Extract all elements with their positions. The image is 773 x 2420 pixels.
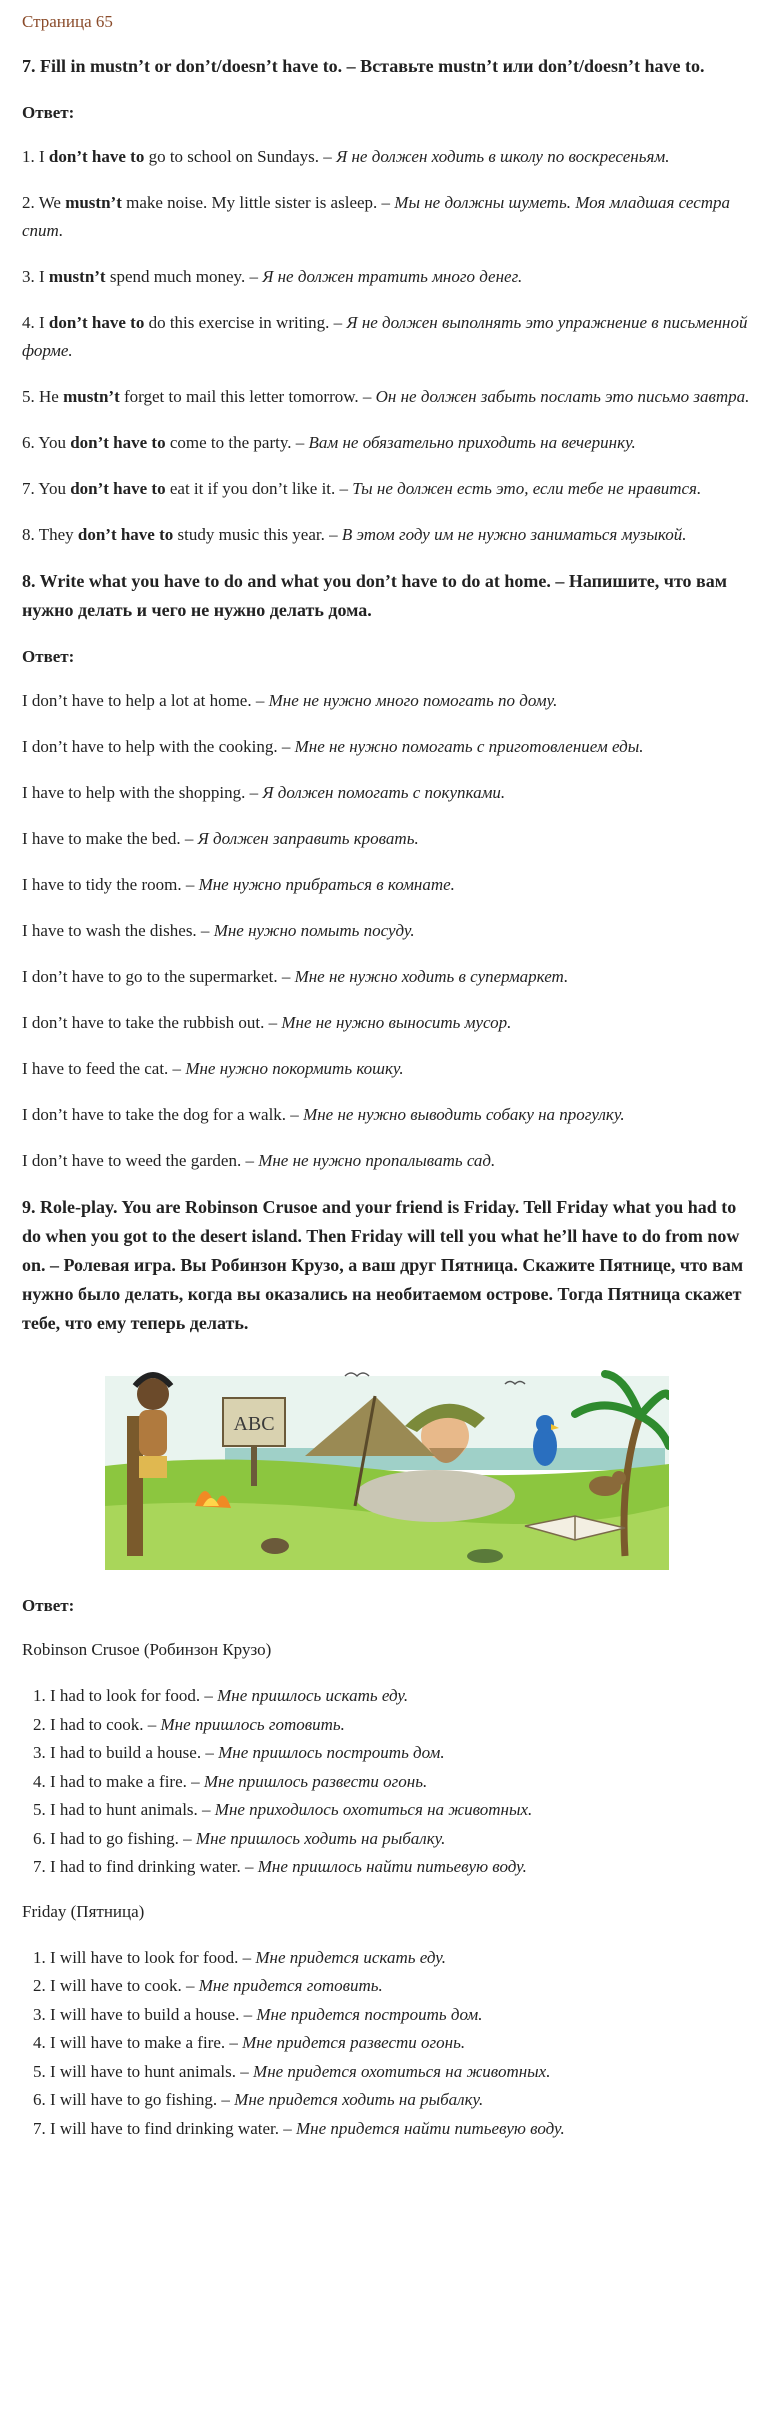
item-translation: Я не должен тратить много денег. (262, 267, 523, 286)
answer-item (22, 429, 751, 457)
item-rest: study music this year. – (173, 525, 342, 544)
list-item-translation: Мне пришлось построить дом. (218, 1743, 445, 1762)
item-prefix: 8. They (22, 525, 78, 544)
illustration-container (22, 1356, 751, 1570)
list-item (50, 1768, 751, 1797)
item-rest: spend much money. – (105, 267, 263, 286)
answer-item (22, 189, 751, 245)
friday-subheading: Friday (Пятница) (22, 1901, 145, 1921)
line-english: I don’t have to go to the supermarket. – (22, 967, 295, 986)
exercise-7-answers (22, 143, 751, 549)
item-answer-bold: mustn’t (48, 267, 106, 286)
list-item (50, 1825, 751, 1854)
item-answer-bold: don’t have to (48, 147, 145, 166)
item-answer-bold: don’t have to (70, 433, 166, 452)
item-answer-bold: mustn’t (63, 387, 120, 406)
item-rest: make noise. My little sister is asleep. – (121, 193, 395, 212)
line-translation: Мне не нужно помогать с приготовлением еды. (294, 737, 644, 756)
list-item-english: I will have to go fishing. – (50, 2090, 235, 2109)
item-prefix: 4. I (22, 313, 49, 332)
line-english: I don’t have to take the rubbish out. – (22, 1013, 282, 1032)
robinson-subheading: Robinson Crusoe (Робинзон Крузо) (22, 1640, 272, 1659)
item-rest: go to school on Sundays. – (144, 147, 337, 166)
list-item-english: I will have to cook. – (50, 1976, 199, 1995)
line-english: I don’t have to weed the garden. – (22, 1151, 259, 1170)
item-rest: come to the party. – (165, 433, 309, 452)
answer-item (22, 383, 751, 411)
item-prefix: 2. We (22, 193, 66, 212)
line-translation: Мне не нужно выводить собаку на прогулку. (303, 1105, 625, 1124)
line-translation: Мне не нужно ходить в супермаркет. (294, 967, 569, 986)
list-item-english: I had to build a house. – (50, 1743, 219, 1762)
item-translation: В этом году им не нужно заниматься музыкой. (341, 525, 687, 544)
answer-line (22, 687, 751, 715)
list-item-english: I had to hunt animals. – (50, 1800, 215, 1819)
list-item-english: I had to look for food. – (50, 1686, 218, 1705)
line-english: I have to make the bed. – (22, 829, 198, 848)
list-item-english: I will have to make a fire. – (50, 2033, 243, 2052)
list-item-english: I had to find drinking water. – (50, 1857, 258, 1876)
item-prefix: 3. I (22, 267, 49, 286)
item-translation: Мы не должны шуметь. Моя младшая сестра спит. (22, 193, 731, 240)
answer-item (22, 263, 751, 291)
list-item (50, 1944, 751, 1973)
page (0, 8, 773, 2143)
list-item-translation: Мне придется найти питьевую воду. (295, 2118, 565, 2138)
item-answer-bold: don’t have to (77, 525, 174, 544)
page-number-label: Страница 65 (22, 12, 113, 31)
answer-item (22, 143, 751, 171)
item-translation: Он не должен забыть послать это письмо завтра. (375, 387, 750, 406)
list-item (50, 2086, 751, 2115)
robinson-answers-list (22, 1682, 751, 1882)
item-answer-bold: mustn’t (65, 193, 122, 212)
line-translation: Мне не нужно пропалывать сад. (258, 1151, 496, 1170)
item-rest: forget to mail this letter tomorrow. – (119, 387, 376, 406)
list-item-translation: Мне пришлось готовить. (160, 1714, 345, 1734)
list-item (50, 1796, 751, 1825)
list-item (50, 2001, 751, 2030)
line-english: I don’t have to help with the cooking. – (22, 737, 295, 756)
answer-line (22, 871, 751, 899)
list-item-english: I had to go fishing. – (50, 1828, 196, 1848)
answer-item (22, 521, 751, 549)
list-item-translation: Мне придется готовить. (198, 1976, 383, 1995)
list-item (50, 2058, 751, 2087)
list-item (50, 1682, 751, 1711)
list-item-english: I will have to find drinking water. – (50, 2118, 296, 2138)
line-english: I have to feed the cat. – (22, 1059, 186, 1078)
list-item (50, 2029, 751, 2058)
answer-line (22, 1147, 751, 1175)
list-item-translation: Мне пришлось найти питьевую воду. (257, 1857, 527, 1876)
friday-answers-list (22, 1944, 751, 2144)
item-answer-bold: don’t have to (70, 479, 166, 498)
answer-item (22, 309, 751, 365)
answer-line (22, 733, 751, 761)
answer-line (22, 779, 751, 807)
sign-text: ABC (232, 1413, 275, 1435)
answer-line (22, 1101, 751, 1129)
line-english: I have to wash the dishes. – (22, 921, 214, 940)
answer-line (22, 917, 751, 945)
list-item-english: I will have to build a house. – (50, 2004, 257, 2024)
answer-line (22, 1009, 751, 1037)
line-translation: Я должен заправить кровать. (197, 829, 419, 848)
line-translation: Мне нужно прибраться в комнате. (198, 875, 455, 894)
line-translation: Мне не нужно выносить мусор. (281, 1013, 512, 1032)
list-item-translation: Мне придется охотиться на животных. (253, 2061, 551, 2081)
item-translation: Ты не должен есть это, если тебе не нравится. (352, 479, 702, 498)
exercise-8-heading: 8. Write what you have to do and what you don’t have to do at home. – Напишите, что вам нужно делать и чего не нужно делать дома. (22, 571, 728, 620)
item-translation: Вам не обязательно приходить на вечеринку. (308, 433, 636, 452)
line-translation: Мне не нужно много помогать по дому. (268, 691, 558, 710)
item-prefix: 7. You (22, 479, 71, 498)
line-translation: Я должен помогать с покупками. (262, 783, 506, 802)
list-item (50, 2115, 751, 2144)
list-item (50, 1853, 751, 1882)
list-item-english: I will have to look for food. – (50, 1947, 256, 1967)
list-item-translation: Мне пришлось ходить на рыбалку. (195, 1828, 446, 1848)
exercise-7-answer-label: Ответ: (22, 103, 75, 122)
list-item-english: I had to cook. – (50, 1714, 161, 1734)
exercise-8-answer-label: Ответ: (22, 647, 75, 666)
line-english: I don’t have to take the dog for a walk. – (22, 1105, 304, 1124)
line-english: I have to help with the shopping. – (22, 783, 263, 802)
item-rest: do this exercise in writing. – (144, 313, 347, 332)
line-english: I have to tidy the room. – (22, 875, 199, 894)
exercise-8-answers (22, 687, 751, 1175)
line-english: I don’t have to help a lot at home. – (22, 691, 269, 710)
answer-line (22, 825, 751, 853)
exercise-7-heading: 7. Fill in mustn’t or don’t/doesn’t have to. – Вставьте mustn’t или don’t/doesn’t have to. (22, 56, 705, 76)
list-item-translation: Мне придется ходить на рыбалку. (234, 2090, 484, 2109)
list-item-translation: Мне пришлось искать еду. (217, 1686, 409, 1705)
item-answer-bold: don’t have to (48, 313, 145, 332)
answer-line (22, 963, 751, 991)
list-item-translation: Мне пришлось развести огонь. (203, 1771, 428, 1791)
robinson-crusoe-illustration (105, 1356, 669, 1570)
exercise-9-heading: 9. Role-play. You are Robinson Crusoe and your friend is Friday. Tell Friday what you had to do when you got to the desert island. Then Friday will tell you what he’ll have to do from now on. – Ролевая игра. Вы Робинзон Крузо, а ваш друг Пятница. Скажите Пятнице, что вам нужно было делать, когда вы оказались на необитаемом острове. Тогда Пятница скажет тебе, что ему теперь делать. (22, 1197, 744, 1333)
answer-item (22, 475, 751, 503)
item-prefix: 6. You (22, 433, 71, 452)
exercise-9-answer-label: Ответ: (22, 1596, 75, 1615)
item-prefix: 5. He (22, 387, 64, 406)
line-translation: Мне нужно помыть посуду. (213, 921, 415, 940)
list-item (50, 1739, 751, 1768)
item-prefix: 1. I (22, 147, 49, 166)
list-item (50, 1711, 751, 1740)
list-item-translation: Мне придется развести огонь. (242, 2033, 466, 2052)
list-item-english: I had to make a fire. – (50, 1771, 204, 1791)
list-item-translation: Мне придется построить дом. (256, 2004, 483, 2024)
list-item-translation: Мне придется искать еду. (255, 1947, 446, 1967)
line-translation: Мне нужно покормить кошку. (185, 1059, 404, 1078)
list-item-english: I will have to hunt animals. – (50, 2061, 254, 2081)
list-item (50, 1972, 751, 2001)
item-translation: Я не должен ходить в школу по воскресеньям. (336, 147, 670, 166)
answer-line (22, 1055, 751, 1083)
list-item-translation: Мне приходилось охотиться на животных. (214, 1800, 533, 1819)
item-rest: eat it if you don’t like it. – (165, 479, 353, 498)
item-translation: Я не должен выполнять это упражнение в письменной форме. (22, 313, 748, 360)
